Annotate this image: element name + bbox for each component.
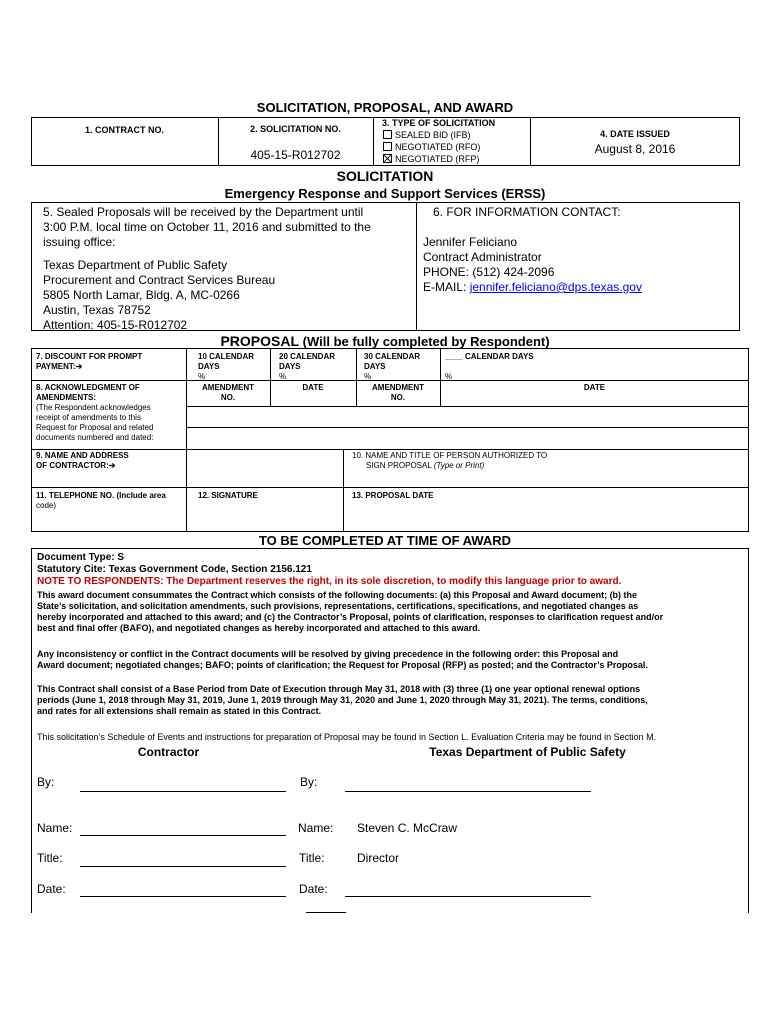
statutory-cite: Statutory Cite: Texas Government Code, Section 2156.121 xyxy=(37,564,312,575)
amendment-no-header-2: AMENDMENT NO. xyxy=(372,383,424,402)
solicitation-subheading: Emergency Response and Support Services (ERSS) xyxy=(224,186,546,201)
dps-by-field[interactable] xyxy=(345,791,591,792)
name-address-label: 9. NAME AND ADDRESS OF CONTRACTOR:➔ xyxy=(36,451,129,470)
dps-by-label: By: xyxy=(300,775,318,789)
proposal-date-label: 13. PROPOSAL DATE xyxy=(352,491,434,500)
contractor-title-label: Title: xyxy=(37,851,63,865)
checkbox-icon xyxy=(383,142,392,151)
discount-10-days[interactable]: 10 CALENDAR DAYS % xyxy=(198,352,255,381)
date-issued-label: 4. DATE ISSUED xyxy=(600,129,670,139)
authorized-person-label: 10. NAME AND TITLE OF PERSON AUTHORIZED TO SIGN PROPOSAL (Type or Print) xyxy=(352,451,548,470)
dps-date-field[interactable] xyxy=(345,896,591,897)
discount-20-days[interactable]: 20 CALENDAR DAYS % xyxy=(279,352,336,381)
solicitation-heading: SOLICITATION xyxy=(336,168,434,184)
signature-label: 12. SIGNATURE xyxy=(198,491,258,500)
discount-custom-days[interactable]: ____ CALENDAR DAYS % xyxy=(445,352,534,381)
telephone-label: 11. TELEPHONE NO. (Include area code) xyxy=(36,491,166,510)
award-paragraph-2: Any inconsistency or conflict in the Contract documents will be resolved by giving precedence in the following order: this Proposal and Award document; negotiated changes; BAFO; points of clarification; the Request for Proposal (RFP) as posted; and the Contractor’s Proposal. xyxy=(37,649,648,670)
date-issued-value: August 8, 2016 xyxy=(594,142,676,156)
solicitation-no-value: 405-15-R012702 xyxy=(250,148,341,162)
dps-title-label: Title: xyxy=(299,851,325,865)
note-to-respondents: NOTE TO RESPONDENTS: The Department reserves the right, in its sole discretion, to modify this language prior to award. xyxy=(37,576,622,587)
contract-no-label: 1. CONTRACT NO. xyxy=(84,125,164,135)
schedule-note: This solicitation’s Schedule of Events and instructions for preparation of Proposal may be found in Section L. Evaluation Criteria may be found in Section M. xyxy=(37,732,657,742)
contact-name: Jennifer Feliciano xyxy=(423,235,518,249)
issuing-office-address: Texas Department of Public Safety Procurement and Contract Services Bureau 5805 North Lamar, Bldg. A, MC-0266 Austin, Texas 78752 Attention: 405-15-R012702 xyxy=(43,258,276,332)
contractor-heading: Contractor xyxy=(137,745,200,759)
contractor-date-label: Date: xyxy=(37,882,66,896)
contact-phone: PHONE: (512) 424-2096 xyxy=(423,265,555,279)
contractor-title-field[interactable] xyxy=(80,866,286,867)
acknowledgment-label: 8. ACKNOWLEDGMENT OF AMENDMENTS: (The Respondent acknowledges receipt of amendments to this Request for Proposal and related documents numbered and dated: xyxy=(36,383,154,442)
type-option-sealed-bid[interactable]: SEALED BID (IFB) xyxy=(383,130,471,141)
contact-info: Jennifer Feliciano Contract Administrator PHONE: (512) 424-2096 E-MAIL: jennifer.feliciano@dps.texas.gov xyxy=(423,235,642,294)
type-option-rfp[interactable]: NEGOTIATED (RFP) xyxy=(383,154,479,165)
item6-label: 6. FOR INFORMATION CONTACT: xyxy=(433,205,621,219)
checked-checkbox-icon xyxy=(383,154,392,163)
solicitation-no-label: 2. SOLICITATION NO. xyxy=(250,124,341,134)
footer-divider xyxy=(306,912,346,913)
amendment-date-header: DATE xyxy=(302,383,324,392)
discount-label: 7. DISCOUNT FOR PROMPT PAYMENT:➔ xyxy=(36,352,143,371)
dps-date-label: Date: xyxy=(299,882,328,896)
proposal-heading: PROPOSAL (Will be fully completed by Respondent) xyxy=(220,333,550,349)
dps-title-value: Director xyxy=(357,851,400,865)
contractor-date-field[interactable] xyxy=(80,896,286,897)
dps-name-label: Name: xyxy=(298,821,334,835)
contractor-name-field[interactable] xyxy=(80,835,286,836)
document-type: Document Type: S xyxy=(37,552,125,563)
dps-name-value: Steven C. McCraw xyxy=(357,821,458,835)
award-heading: TO BE COMPLETED AT TIME OF AWARD xyxy=(258,533,512,548)
discount-30-days[interactable]: 30 CALENDAR DAYS % xyxy=(364,352,421,381)
amendment-no-header: AMENDMENT NO. xyxy=(202,383,254,402)
contractor-by-label: By: xyxy=(37,775,55,789)
contact-email-link[interactable]: jennifer.feliciano@dps.texas.gov xyxy=(469,280,642,294)
contractor-name-label: Name: xyxy=(37,821,73,835)
solicitation-type-label: 3. TYPE OF SOLICITATION xyxy=(382,118,496,128)
dps-heading: Texas Department of Public Safety xyxy=(429,745,626,759)
item5-text: 5. Sealed Proposals will be received by the Department until 3:00 P.M. local time on October 11, 2016 and submitted to the issuing office: xyxy=(43,205,371,249)
amendment-date-header-2: DATE xyxy=(583,383,606,392)
award-paragraph-1: This award document consummates the Contract which consists of the following documents: (a) this Proposal and Award document; (b) the State’s solicitation, and solicitation amendments, such provisions, representations, certifications, specifications, and negotiated changes as hereby incorporated and attached to this award; and (c) the Contractor’s Proposal, points of clarification, responses to clarification request and/or best and final offer (BAFO), and negotiated changes as hereby incorporated and attached to this award. xyxy=(37,590,664,633)
contractor-by-field[interactable] xyxy=(80,791,286,792)
contact-title: Contract Administrator xyxy=(423,250,542,264)
form-title: SOLICITATION, PROPOSAL, AND AWARD xyxy=(256,100,514,115)
checkbox-icon xyxy=(383,130,392,139)
award-paragraph-3: This Contract shall consist of a Base Period from Date of Execution through May 31, 2018 with (3) three (1) one year optional renewal options periods (June 1, 2018 through May 31, 2019, June 1, 2019 through May 31, 2020 and June 1, 2020 through May 31, 2021). The terms, conditions, and rates for all extensions shall remain as stated in this Contract. xyxy=(37,684,648,716)
contractor-name-address-field[interactable] xyxy=(187,450,342,486)
type-option-rfo[interactable]: NEGOTIATED (RFO) xyxy=(383,142,480,153)
